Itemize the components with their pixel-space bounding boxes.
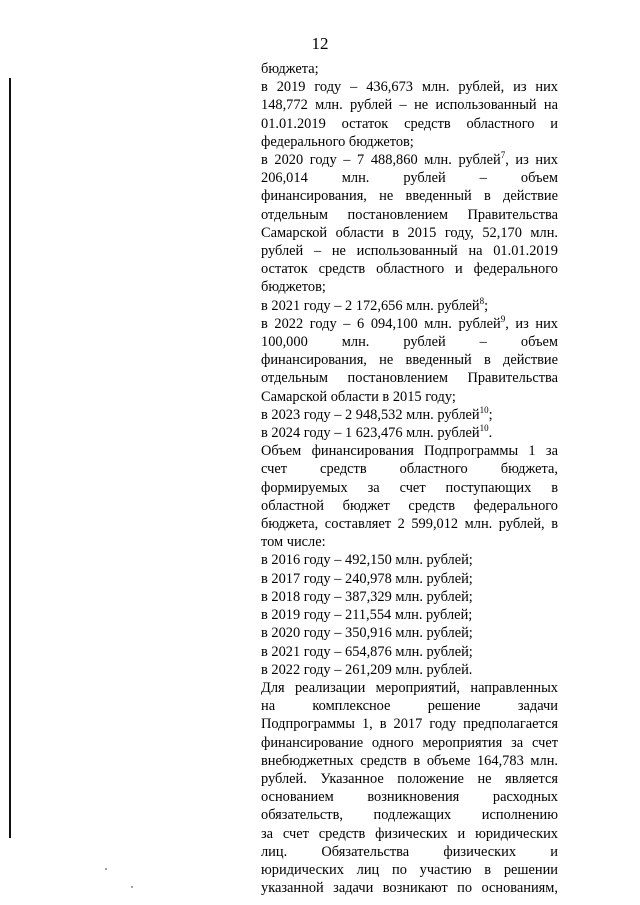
text-line xyxy=(261,315,558,333)
text-line xyxy=(261,825,558,843)
line-text: отдельным постановлением Правительства xyxy=(261,206,558,223)
line-tail: , из них xyxy=(505,152,559,169)
line-text: на комплексное решение задачи xyxy=(261,698,558,715)
text-line xyxy=(261,278,558,296)
scan-speck xyxy=(131,886,133,888)
line-text: за счет средств физических и юридических xyxy=(261,825,558,842)
text-line xyxy=(261,497,558,515)
text-line xyxy=(261,297,558,315)
line-text: основанием возникновения расходных xyxy=(261,789,558,806)
text-line xyxy=(261,260,558,278)
page-number: 12 xyxy=(311,34,329,53)
line-text: 148,772 млн. рублей – не использованный на xyxy=(261,97,558,114)
line-text: в 2022 году – 261,209 млн. рублей. xyxy=(261,661,473,678)
text-line xyxy=(261,752,558,770)
line-text: юридических лиц по участию в решении xyxy=(261,861,558,878)
line-text: 206,014 млн. рублей – объем xyxy=(261,170,558,187)
line-text: указанной задачи возникают по основаниям, xyxy=(261,880,558,897)
line-tail: ; xyxy=(484,297,489,314)
text-line xyxy=(261,479,558,497)
text-line xyxy=(261,770,558,788)
line-text: бюджета, составляет 2 599,012 млн. рублей, в xyxy=(261,516,558,533)
text-line xyxy=(261,570,558,588)
line-text: Для реализации мероприятий, направленных xyxy=(261,679,558,696)
line-text: обязательств, подлежащих исполнению xyxy=(261,807,558,824)
text-line xyxy=(261,351,558,369)
text-line xyxy=(261,606,558,624)
text-line xyxy=(261,715,558,733)
text-line xyxy=(261,679,558,697)
line-text: Объем финансирования Подпрограммы 1 за xyxy=(261,443,558,460)
text-line xyxy=(261,624,558,642)
line-text: финансирования, не введенный в действие xyxy=(261,352,558,369)
line-text: в 2019 году – 436,673 млн. рублей, из них xyxy=(261,79,558,96)
line-text: Самарской области в 2015 году; xyxy=(261,388,456,405)
text-line xyxy=(261,206,558,224)
line-text: внебюджетных средств в объеме 164,783 млн. xyxy=(261,752,558,769)
text-line xyxy=(261,551,558,569)
line-text: областной бюджет средств федерального xyxy=(261,497,558,514)
text-line xyxy=(261,806,558,824)
line-text: формируемых за счет поступающих в xyxy=(261,479,558,496)
document-text xyxy=(261,60,558,897)
line-tail: . xyxy=(488,425,493,442)
footnote-marker: 9 xyxy=(500,313,506,324)
line-text: в 2020 году – 7 488,860 млн. рублей xyxy=(261,152,501,169)
line-text: в 2019 году – 211,554 млн. рублей; xyxy=(261,607,473,624)
line-tail: ; xyxy=(488,406,493,423)
footnote-marker: 10 xyxy=(479,404,489,415)
text-line xyxy=(261,133,558,151)
line-text: Самарской области в 2015 году, 52,170 млн. xyxy=(261,224,558,241)
line-text: в 2020 году – 350,916 млн. рублей; xyxy=(261,625,473,642)
line-text: рублей – не использованный на 01.01.2019 xyxy=(261,243,558,260)
text-line xyxy=(261,96,558,114)
line-tail: , из них xyxy=(505,315,559,332)
text-line xyxy=(261,369,558,387)
scan-edge-line xyxy=(9,78,11,838)
line-text: бюджетов; xyxy=(261,279,326,296)
line-text: в 2018 году – 387,329 млн. рублей; xyxy=(261,588,473,605)
text-line xyxy=(261,661,558,679)
line-text: в 2021 году – 2 172,656 млн. рублей xyxy=(261,297,480,314)
line-text: счет средств областного бюджета, xyxy=(261,461,558,478)
footnote-marker: 8 xyxy=(479,295,485,306)
line-text: в 2017 году – 240,978 млн. рублей; xyxy=(261,570,473,587)
line-text: 100,000 млн. рублей – объем xyxy=(261,334,558,351)
text-line xyxy=(261,460,558,478)
line-text: остаток средств областного и федерального xyxy=(261,261,558,278)
line-text: в 2016 году – 492,150 млн. рублей; xyxy=(261,552,473,569)
text-line xyxy=(261,151,558,169)
line-text: федерального бюджетов; xyxy=(261,133,414,150)
text-line xyxy=(261,169,558,187)
text-line xyxy=(261,588,558,606)
text-line xyxy=(261,406,558,424)
line-text: в 2022 году – 6 094,100 млн. рублей xyxy=(261,315,501,332)
text-line xyxy=(261,115,558,133)
footnote-marker: 10 xyxy=(479,423,489,434)
line-text: лиц. Обязательства физических и xyxy=(261,843,558,860)
line-text: том числе: xyxy=(261,534,326,551)
text-line xyxy=(261,697,558,715)
text-line xyxy=(261,515,558,533)
line-text: отдельным постановлением Правительства xyxy=(261,370,558,387)
text-line xyxy=(261,424,558,442)
text-line xyxy=(261,388,558,406)
line-text: бюджета; xyxy=(261,61,319,77)
text-line xyxy=(261,78,558,96)
text-line xyxy=(261,643,558,661)
text-line xyxy=(261,187,558,205)
scan-speck xyxy=(105,868,107,870)
line-text: Подпрограммы 1, в 2017 году предполагается xyxy=(261,716,558,733)
text-line xyxy=(261,333,558,351)
text-line xyxy=(261,533,558,551)
text-line xyxy=(261,442,558,460)
line-text: в 2021 году – 654,876 млн. рублей; xyxy=(261,643,473,660)
text-line xyxy=(261,788,558,806)
text-line xyxy=(261,843,558,861)
line-text: финансирования, не введенный в действие xyxy=(261,188,558,205)
line-text: финансирование одного мероприятия за счет xyxy=(261,734,558,751)
line-text: в 2024 году – 1 623,476 млн. рублей xyxy=(261,425,480,442)
text-line xyxy=(261,879,558,897)
line-text: 01.01.2019 остаток средств областного и xyxy=(261,115,558,132)
line-text: в 2023 году – 2 948,532 млн. рублей xyxy=(261,406,480,423)
text-line xyxy=(261,60,558,78)
text-line xyxy=(261,224,558,242)
text-line xyxy=(261,242,558,260)
text-line xyxy=(261,861,558,879)
line-text: рублей. Указанное положение не является xyxy=(261,770,558,787)
footnote-marker: 7 xyxy=(500,150,506,161)
text-line xyxy=(261,734,558,752)
